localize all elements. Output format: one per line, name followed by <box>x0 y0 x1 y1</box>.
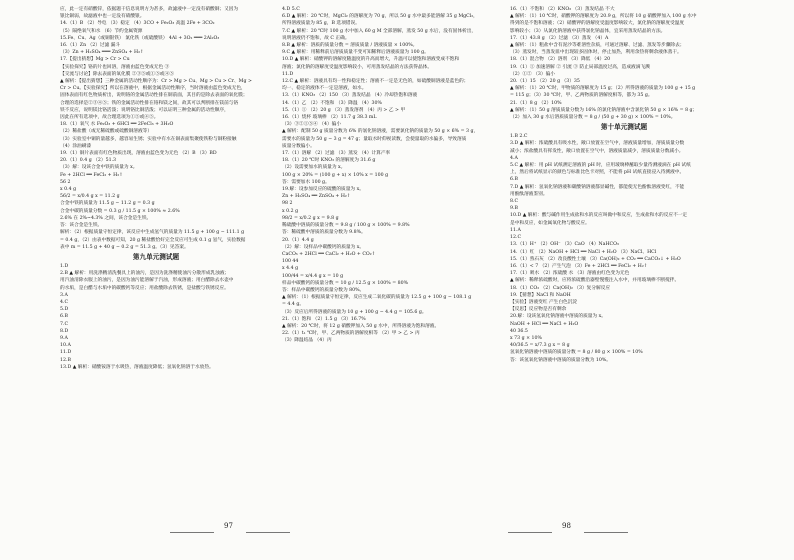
answer-line: ▲ 解析：【提出猜想】三种金属的活动性顺序为：Cr > Mg > Cu、Mg > Cu > Cr、Mg > <box>60 79 252 85</box>
answer-line: 是中和反应，如金属氧化物与酸反应。 <box>510 220 590 226</box>
answer-line: 16.（1）< 7 （2）产生气泡 （3）Fe + 2HCl ══ FeCl₂ + H₂↑ <box>510 263 648 269</box>
answer-line: 用酚酞溶液鉴别。 <box>510 191 548 197</box>
answer-line: 7.D ▲ 解析：氢氧化钠溶液和碳酸钠溶液都显碱性，都能使无色酚酞溶液变红，不能 <box>510 184 685 190</box>
answer-line: 12.C <box>510 235 522 241</box>
answer-line: 15.Fe、Cu、Ag（或铜银铁） 氯化铁（或硫酸铁） 4Al + 3O₂ ═══ 2Al₂O₃ <box>60 35 220 41</box>
answer-line: 16.（1）烧杯 玻璃棒 （2）11.7 g 38.3 mL <box>282 115 377 121</box>
answer-line: 【实验】溶液变红 产生白色沉淀 <box>510 299 578 305</box>
answer-line: 固体表面有红色物质析出，说明铬的金属活动性排在铜前面，其目的是除去表面的氧化膜； <box>60 93 248 99</box>
answer-line: 9.A <box>60 335 68 341</box>
answer-line: 影响较小；（3）从氯化钠溶液中获得氯化钠晶体，宜采用蒸发结晶的方法。 <box>510 28 666 34</box>
answer-line: 20.（1）0.4 g （2）51.3 <box>60 158 117 164</box>
answer-line: CaCO₃ + 2HCl ══ CaCl₂ + H₂O + CO₂↑ <box>282 251 376 257</box>
answer-line: 答：该合金是生铁。 <box>60 223 103 229</box>
answer-line: （5）隔绝氧气和水 （6）节约金属资源 <box>60 28 143 34</box>
answer-line: x 73 g × 10% <box>510 335 542 341</box>
answer-line: 10.D ▲ 解析：酸与碱作用生成盐和水的反应叫做中和反应，生成盐和水的反应不一定 <box>510 213 688 219</box>
answer-line: 14.（1）B （2）导电 （3）稳定 （4）3CO + Fe₂O₃ 高温 2Fe + 3CO₂ <box>60 21 215 27</box>
answer-line: 17.（1）溶解 （2）过滤 （3）蒸发 （4）计算产率 <box>282 151 391 157</box>
answer-line: 17.【提出猜想】Mg > Cr > Cu <box>60 57 130 63</box>
answer-line: 20.解：设该氢氧化钠溶液中溶质的质量为 x。 <box>510 314 606 320</box>
answer-line: 6.B <box>510 177 518 183</box>
answer-line: 上，然后将试纸显示的颜色与标准比色卡对照，不能将 pH 试纸直接浸入待测液中。 <box>510 170 685 176</box>
answer-line: 6.D ▲ 解析：20 ℃时，MgCl₂ 的溶解度为 70 g，所以 50 g 水中最多能溶解 35 g MgCl₂， <box>282 14 478 20</box>
answer-line: 均一、稳定的液体不一定是溶液，如水。 <box>282 86 367 92</box>
answer-line: （3）蒸发时，当蒸发皿中出现较多固体时，停止加热，利用余热将剩余液体蒸干。 <box>510 50 682 56</box>
answer-line: （2）①② （3）偏小 <box>510 71 555 77</box>
answer-line: 5.D <box>60 307 69 313</box>
answer-line: 11.A <box>510 227 521 233</box>
answer-line: 56 2 <box>60 179 71 185</box>
section-heading: 第十单元测试题 <box>600 123 648 132</box>
answer-line: 19.（1）① 加速溶解 ② 引流 ③ 防止局部温度过高，造成液滴飞溅 <box>510 64 650 70</box>
answer-line: 9.B <box>510 206 518 212</box>
footer-rule-left-a <box>170 532 214 533</box>
answer-line: （2）加入 30 g 水后溶质质量分数 = 8 g / (50 g + 30 g) × 100% = 10%。 <box>510 115 676 121</box>
answer-line: 4.D 5.C <box>282 7 300 12</box>
answer-line: ▲ 解析：稀释浓硫酸时，应将浓硫酸沿器壁慢慢注入水中，并用玻璃棒不断搅拌。 <box>510 278 680 284</box>
answer-line: 8.C <box>510 199 519 205</box>
answer-line: 10.D ▲ 解析：硝酸钾的溶解度随温度的升高而增大，升温可以使饱和溶液变成不饱和 <box>282 57 460 63</box>
answer-line: 6.B <box>60 314 68 320</box>
answer-line: 15.（1）① （2）20 g （3）蒸发溶剂 （4）丙 > 乙 > 甲 <box>282 107 406 113</box>
page-number-left: 97 <box>224 522 233 530</box>
answer-line: 15.（1）熟石灰 （2）改良酸性土壤 （3）Ca(OH)₂ + CO₂ ══ CaCO₃↓ + H₂O <box>510 256 681 262</box>
answer-line: 合理的选择是②③④⑤；铁的金属活动性排在铬和镁之间，故其可以判断排在镁前与铬 <box>60 100 239 106</box>
answer-line: 答：需要加水 100 g。 <box>282 179 330 185</box>
answer-line: 19.（1）铜片表面有红色物质出现，溶液由蓝色变为无色 （2）B （3）BD <box>60 151 217 157</box>
answer-line: 表中 m = 11.5 g + 40 g − 0.2 g = 51.3 g。（3）见答案。 <box>60 244 189 250</box>
answer-line: 4.A <box>510 155 518 161</box>
answer-line: 19.【猜想】NaCl 和 NaOH <box>510 292 571 298</box>
answer-line: 解析：（2）根据质量守恒定律，该反应中生成氢气的质量为 11.5 g + 100 g − 111.1 g <box>60 230 245 236</box>
answer-line: 20.（1）4.4 g <box>282 237 314 243</box>
answer-line: 8.B ▲ 解析：溶质的质量分数 = 溶质质量 / 溶液质量 × 100%。 <box>282 43 418 49</box>
answer-line: （3）反应后所得溶液的质量为 10 g + 100 g − 4.4 g = 105.6 g。 <box>282 309 427 315</box>
answer-line: = 4.4 g。 <box>282 302 305 308</box>
answer-line: ▲ 解析：（1）粗盐中含有泥沙等难溶性杂质，可通过溶解、过滤、蒸发等步骤除去； <box>510 43 685 49</box>
answer-line: （3）解：设该合金中铁的质量为 x。 <box>60 165 138 171</box>
answer-line: 答：该氢氧化钠溶液中溶质的质量分数为 10%。 <box>510 357 611 363</box>
answer-line: 样品中碳酸钙的质量分数 = 10 g / 12.5 g × 100% = 80% <box>282 280 409 286</box>
answer-line: 13.（1）KNO₃ （2）150 （3）蒸发结晶 （4）冷却热饱和溶液 <box>282 93 418 99</box>
answer-line: 16.（1）Zn （2）过滤 漏斗 <box>60 43 121 49</box>
answer-line: 5.C ▲ 解析：用 pH 试纸测定溶液的 pH 时，应用玻璃棒蘸取少量待测液滴在 pH 试纸 <box>510 163 691 169</box>
answer-line: （2）稀盐酸（或无稀硫酸或硫酸铜溶液等） <box>60 129 153 135</box>
footer-rule-right-a <box>508 532 552 533</box>
answer-line: 合金中碳的质量分数 = 0.3 g / 11.5 g × 100% ≈ 2.6% <box>60 208 180 214</box>
answer-line: 8.D <box>60 328 69 334</box>
answer-line: （2）解：设样品中碳酸钙的质量为 x。 <box>282 244 365 250</box>
answer-line: 13.（1）H⁺ （2）OH⁻ （3）CaO （4）NaHCO₃ <box>510 242 619 248</box>
answer-line: 需要水的质量为 50 g − 3 g = 47 g；量取水时仰视读数，会使量取的水偏多，导致溶质 <box>282 136 467 142</box>
left-column <box>60 6 252 371</box>
answer-line: 用汽油清除衣服上的油污，是因为油污能溶解于汽油，形成溶液；用白醋除去水壶中 <box>60 278 234 284</box>
answer-line: 得到的是不饱和溶液；（2）硝酸钾的溶解度受温度影响较大，氯化钠的溶解度受温度 <box>510 21 685 27</box>
answer-line: （3）实验室中铜的量越多，越容易生锈；实验中有水在铜表面集聚使铁粉与铜粉接触 <box>60 136 237 142</box>
answer-line: 【交流与讨论】除去表面的氧化膜 ②③⑤或①⑤或④⑤ <box>60 71 174 77</box>
answer-line: 4.C <box>60 299 69 305</box>
answer-line: = 115 g；（3）30 ℃时，甲、乙两物质的溶解度相等，都为 35 g。 <box>510 93 653 99</box>
answer-line: Fe + 2HCl ══ FeCl₂ + H₂↑ <box>60 172 123 178</box>
answer-line: 稀硫酸中溶质的质量分数 = 9.8 g / 100 g × 100% = 9.8% <box>282 223 410 229</box>
answer-line: 因此在所有选项中，故合理选项为①⑤或④⑤。 <box>60 115 159 121</box>
answer-line: 16.（1）不饱和 （2）KNO₃ （3）蒸发结晶 不大 <box>510 7 615 12</box>
section-heading: 第九单元测试题 <box>132 252 180 261</box>
answer-line: 18.（1）CO₂ （2）Ca(OH)₂ （3）复分解反应 <box>510 285 611 291</box>
answer-line: 18.（1）混合物 （2）溶剂 （3）降低 （4）20 <box>510 57 611 63</box>
answer-line: 12.C ▲ 解析：溶液具有均一性和稳定性；溶液不一定是无色的，如硫酸铜溶液是蓝色的； <box>282 79 469 85</box>
answer-line: 98 2 <box>282 201 293 207</box>
answer-line: ▲ 解析：（1）10 ℃时，硝酸钾的溶解度为 20.9 g，所以将 10 g 硝酸钾加入 100 g 水中 <box>510 14 697 20</box>
answer-line: 9.C ▲ 解析：用稀释前后溶质质量不变可知稀释后溶液质量为 100 g。 <box>282 50 429 56</box>
answer-line: x 4.4 g <box>282 266 299 272</box>
answer-line: 答：稀硫酸中溶质的质量分数为 9.8%。 <box>282 230 366 236</box>
answer-line: 溶液；氯化钠的溶解度受温度影响较小，可用蒸发结晶的方法获得晶体。 <box>282 64 433 70</box>
page-number-right: 98 <box>562 522 571 530</box>
answer-line: （3）③②①⑤④ （4）偏小 <box>282 122 342 128</box>
answer-line: 40 36.5 <box>510 328 528 334</box>
answer-line: ▲ 解析：（1）根据质量守恒定律，反应生成二氧化碳的质量为 12.5 g + 100 g − 108.1 g <box>282 295 472 301</box>
answer-line: ▲ 解析：（1）20 ℃时，甲物质的溶解度为 15 g；（2）所得溶液的质量为 100 g + 15 g <box>510 86 696 92</box>
answer-line: 21.（1）8 g （2）10% <box>510 100 562 106</box>
answer-line: （3）降温结晶 （4）丙 <box>282 338 332 344</box>
answer-line: 3.D ▲ 解析：浓硫酸具有吸水性，敞口放置在空气中，溶液质量增加，溶质质量分数 <box>510 141 685 147</box>
answer-line: 答：样品中碳酸钙的质量分数为 80%。 <box>282 287 365 293</box>
answer-line: Zn + H₂SO₄ ══ ZnSO₄ + H₂↑ <box>282 194 351 200</box>
answer-line: 氢氧化钠溶液中溶质的质量分数 = 8 g / 80 g × 100% = 10% <box>510 350 643 356</box>
answer-line: NaOH + HCl ══ NaCl + H₂O <box>510 321 579 327</box>
answer-line: 1.D <box>60 263 69 269</box>
answer-line: 7.C ▲ 解析：20 ℃时 100 g 水中加入 60 g M 全部溶解，蒸发 50 g 水后，没有固体析出， <box>282 28 477 34</box>
answer-line: 应，此一定有硝酸锌，依据题干信息说明方为甚多，故滤液中一定没有硝酸铜；又因为 <box>60 7 239 12</box>
answer-line: 13.D ▲ 解析：硝酸铵溶于水吸热，溶液温度降低；氢氧化钠溶于水放热。 <box>60 364 214 370</box>
answer-line: 3.A <box>60 292 68 298</box>
answer-line: 17.（1）43.8 g （2）过滤 （3）蒸发 （4）A <box>510 35 609 41</box>
answer-line: 100/44 = x/4.4 g x = 10 g <box>282 273 344 279</box>
answer-line: 的水垢，是白醋与水垢中的碳酸钙等反应；用盐酸除去铁锈，是盐酸与铁锈反应。 <box>60 285 229 291</box>
answer-line: 11.D <box>60 350 72 356</box>
right-column <box>510 6 738 364</box>
answer-line: 98/2 = x/0.2 g x = 9.8 g <box>282 215 339 221</box>
answer-line: （2）设需要加水的质量为 x。 <box>282 165 346 171</box>
answer-line: ▲ 解析：配制 50 g 质量分数为 6% 的氯化钠溶液，需要氯化钠的质量为 50 g × 6% = 3 g， <box>282 129 479 135</box>
answer-line: （4）涂油刷漆 <box>60 143 92 149</box>
middle-column <box>282 6 487 345</box>
answer-line: 2.B ▲ 解析：用洗涤精清洗餐具上的油污，是因为洗涤精使油污分散形成乳浊液； <box>60 271 230 277</box>
answer-line: 19.解：设参加反应的硫酸的质量为 x。 <box>282 187 364 193</box>
answer-line: 20.（1）15 （2）20 g （3）35 <box>510 79 580 85</box>
answer-line: 【实验探究】铬的片也回溶，溶液由蓝色变成无色 ③ <box>60 64 170 70</box>
answer-line: 100 g × 20% = (100 g + x) × 10% x = 100 g <box>282 172 389 178</box>
answer-line: 所得溶液质量为 85 g，B 选项错误。 <box>282 21 360 27</box>
answer-line: 100 44 <box>282 259 299 265</box>
answer-line: 【反思】反应物是否有剩余 <box>510 307 567 313</box>
answer-line: Cr > Cu。【实验探究】所以在溶液中，根据金属活动性顺序，当时溶液由蓝色变成无色， <box>60 86 246 92</box>
answer-line: 11.D <box>282 71 294 77</box>
answer-line: 12.B <box>60 357 71 363</box>
footer-rule-right-b <box>584 532 628 533</box>
answer-line: 2.6% 在 2%~4.3% 之间，该合金是生铁。 <box>60 215 152 221</box>
answer-line: ▲ 解析：20 ℃时，将 12 g 硝酸钾加入 50 g 水中，所得溶液为饱和溶液。 <box>282 323 440 329</box>
answer-line: = 0.4 g，（2）由表中数据可知，20 g 稀盐酸恰好完全反应可生成 0.1 g 氢气，实验数据 <box>60 237 246 243</box>
answer-line: （3）Zn + H₂SO₄ ═══ ZnSO₄ + H₂↑ <box>60 50 144 56</box>
answer-line: ▲ 解析：（1）50 g 溶质质量分数为 16% 的氯化钠溶液中含氯化钠 50 g × 16% = 8 g； <box>510 107 698 113</box>
answer-line: 银比铜弱，故滤液中也一定没有硝酸银。 <box>60 14 145 20</box>
answer-line: 质量分数偏小。 <box>282 143 315 149</box>
answer-line: 18.（1）20 ℃时 KNO₃ 的溶解度为 31.6 g <box>282 158 376 164</box>
answer-line: 18.（1）氧气 水 Fe₂O₃ + 6HCl ══ 2FeCl₃ + 3H₂O <box>60 122 174 128</box>
answer-line: x 0.2 g <box>282 208 299 214</box>
answer-line: 减小；浓盐酸具有挥发性，敞口放置在空气中，溶液质量减少，溶质质量分数减小。 <box>510 148 684 154</box>
answer-line: 10.A <box>60 343 71 349</box>
answer-line: 56/2 = x/0.4 g x = 11.2 g <box>60 194 120 200</box>
answer-line: 40/36.5 = x/7.3 g x = 8 g <box>510 343 570 349</box>
answer-line: 14.（1）乙 （2）不饱和 （3）降温 （4）30% <box>282 100 382 106</box>
answer-line: x 0.4 g <box>60 187 77 193</box>
answer-line: 7.C <box>60 321 69 327</box>
answer-line: 22.（1）t₁ ℃时，甲、乙两物质的溶解度相等 （2）甲 > 乙 > 丙 <box>282 331 420 337</box>
answer-line: 14.（1）红 （2）NaOH + HCl ══ NaCl + H₂O （3）NaCl、HCl <box>510 249 657 255</box>
answer-line: 17.（1）吸水 （2）浓硫酸 水 （3）溶液由红色变为无色 <box>510 271 630 277</box>
answer-line: 铁不反应，说明镁比铬活泼；说明铬比铜活泼；可以证明三种金属的活动性顺序， <box>60 107 229 113</box>
footer-rule-left-b <box>246 532 290 533</box>
answer-line: 21.（1）饱和 （2）1.5 g （3）16.7% <box>282 316 366 322</box>
answer-line: 说明溶液仍不饱和，故 C 正确。 <box>282 35 350 41</box>
answer-line: 合金中铁的质量为 11.5 g − 11.2 g = 0.3 g <box>60 201 155 207</box>
answer-line: 1.B 2.C <box>510 134 528 140</box>
